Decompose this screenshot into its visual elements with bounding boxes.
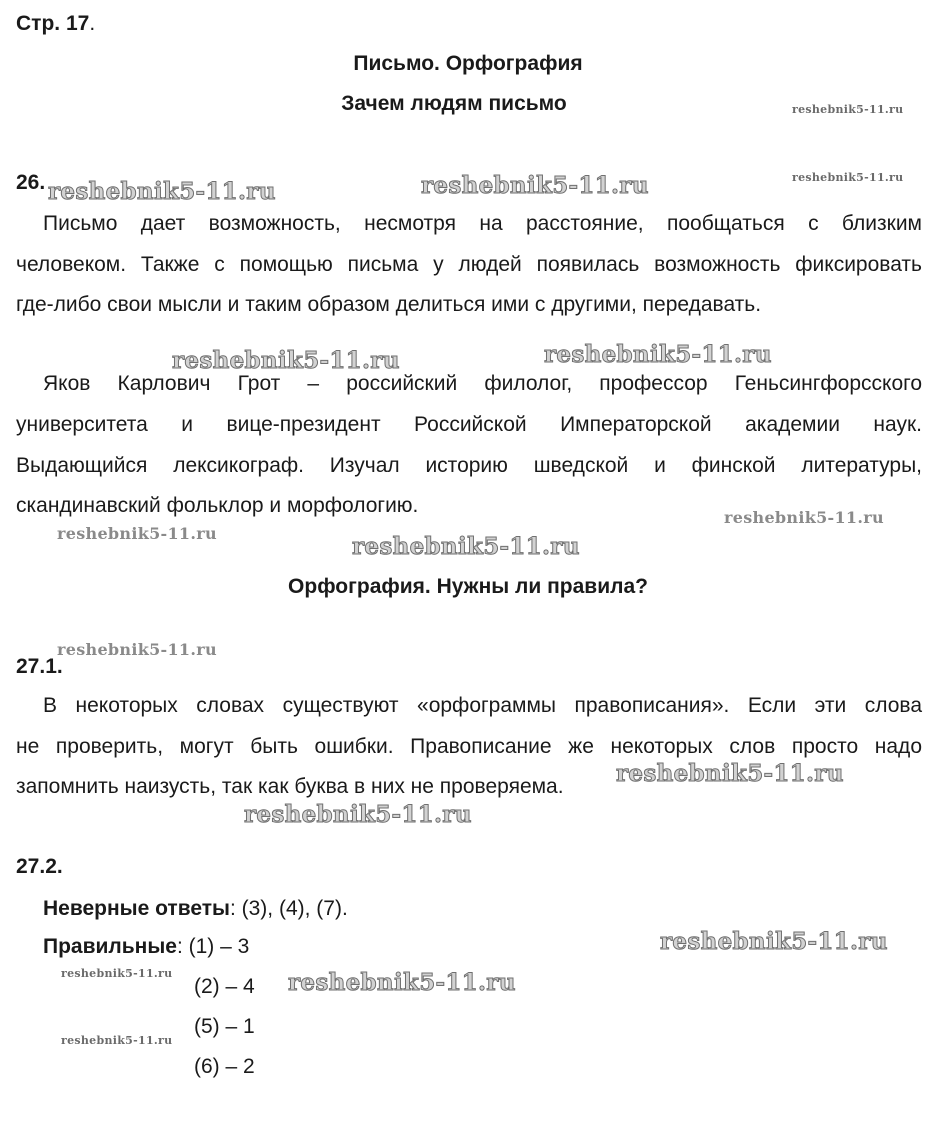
right-answers	[43, 927, 249, 967]
task-26-para2-line4: скандинавский фольклор и морфологию.	[16, 494, 419, 517]
wrong-answers-label: Неверные ответы	[43, 897, 230, 920]
task-26-para1-line1: Письмо дает возможность, несмотря на расстояние, пообщаться с близким	[43, 212, 922, 235]
task-27-1-line1: В некоторых словах существуют «орфограммы правописания». Если эти слова	[43, 694, 922, 717]
task-27-2-number: 27.2.	[16, 855, 63, 878]
watermark: reshebnik5-11.ru	[57, 640, 217, 659]
right-answer-3: (5) – 1	[194, 1015, 255, 1038]
watermark: reshebnik5-11.ru	[61, 1034, 173, 1047]
watermark: reshebnik5-11.ru	[792, 103, 904, 116]
task-27-1-number: 27.1.	[16, 655, 63, 678]
wrong-answers-values: : (3), (4), (7).	[229, 897, 348, 920]
section2-title: Орфография. Нужны ли правила?	[288, 575, 648, 598]
page-reference-dot: .	[89, 12, 96, 35]
task-26-para1-line2: человеком. Также с помощью письма у людей появилась возможность фиксировать	[16, 253, 922, 276]
watermark: reshebnik5-11.ru	[61, 967, 173, 980]
watermark: reshebnik5-11.ru	[616, 760, 844, 787]
right-answer-2: (2) – 4	[194, 975, 255, 998]
page-reference	[16, 4, 95, 44]
watermark: reshebnik5-11.ru	[660, 928, 888, 955]
task-26-para2-line3: Выдающийся лексикограф. Изучал историю шведской и финской литературы,	[16, 454, 922, 477]
watermark: reshebnik5-11.ru	[244, 801, 472, 828]
task-26-number: 26.	[16, 171, 46, 194]
watermark: reshebnik5-11.ru	[48, 178, 276, 205]
watermark: reshebnik5-11.ru	[288, 969, 516, 996]
right-answers-label: Правильные	[43, 935, 177, 958]
right-answer-4: (6) – 2	[194, 1055, 255, 1078]
task-26-para1-line3: где-либо свои мысли и таким образом делиться ими с другими, передавать.	[16, 293, 762, 316]
task-26-para2-line1: Яков Карлович Грот – российский филолог, профессор Геньсингфорсского	[43, 372, 922, 395]
wrong-answers	[43, 889, 348, 929]
watermark: reshebnik5-11.ru	[792, 171, 904, 184]
watermark: reshebnik5-11.ru	[352, 533, 580, 560]
watermark: reshebnik5-11.ru	[544, 341, 772, 368]
watermark: reshebnik5-11.ru	[421, 172, 649, 199]
task-27-1-line2: не проверить, могут быть ошибки. Правописание же некоторых слов просто надо	[16, 735, 922, 758]
watermark: reshebnik5-11.ru	[724, 508, 884, 527]
section-subtitle: Зачем людям письмо	[341, 92, 567, 115]
watermark: reshebnik5-11.ru	[172, 347, 400, 374]
task-26-para2-line2: университета и вице-президент Российской Императорской академии наук.	[16, 413, 922, 436]
task-27-1-line3: запомнить наизусть, так как буква в них не проверяема.	[16, 775, 564, 798]
section-title: Письмо. Орфография	[353, 52, 583, 75]
page-reference-label: Стр. 17	[16, 12, 90, 35]
watermark: reshebnik5-11.ru	[57, 524, 217, 543]
right-answer-1: : (1) – 3	[176, 935, 250, 958]
